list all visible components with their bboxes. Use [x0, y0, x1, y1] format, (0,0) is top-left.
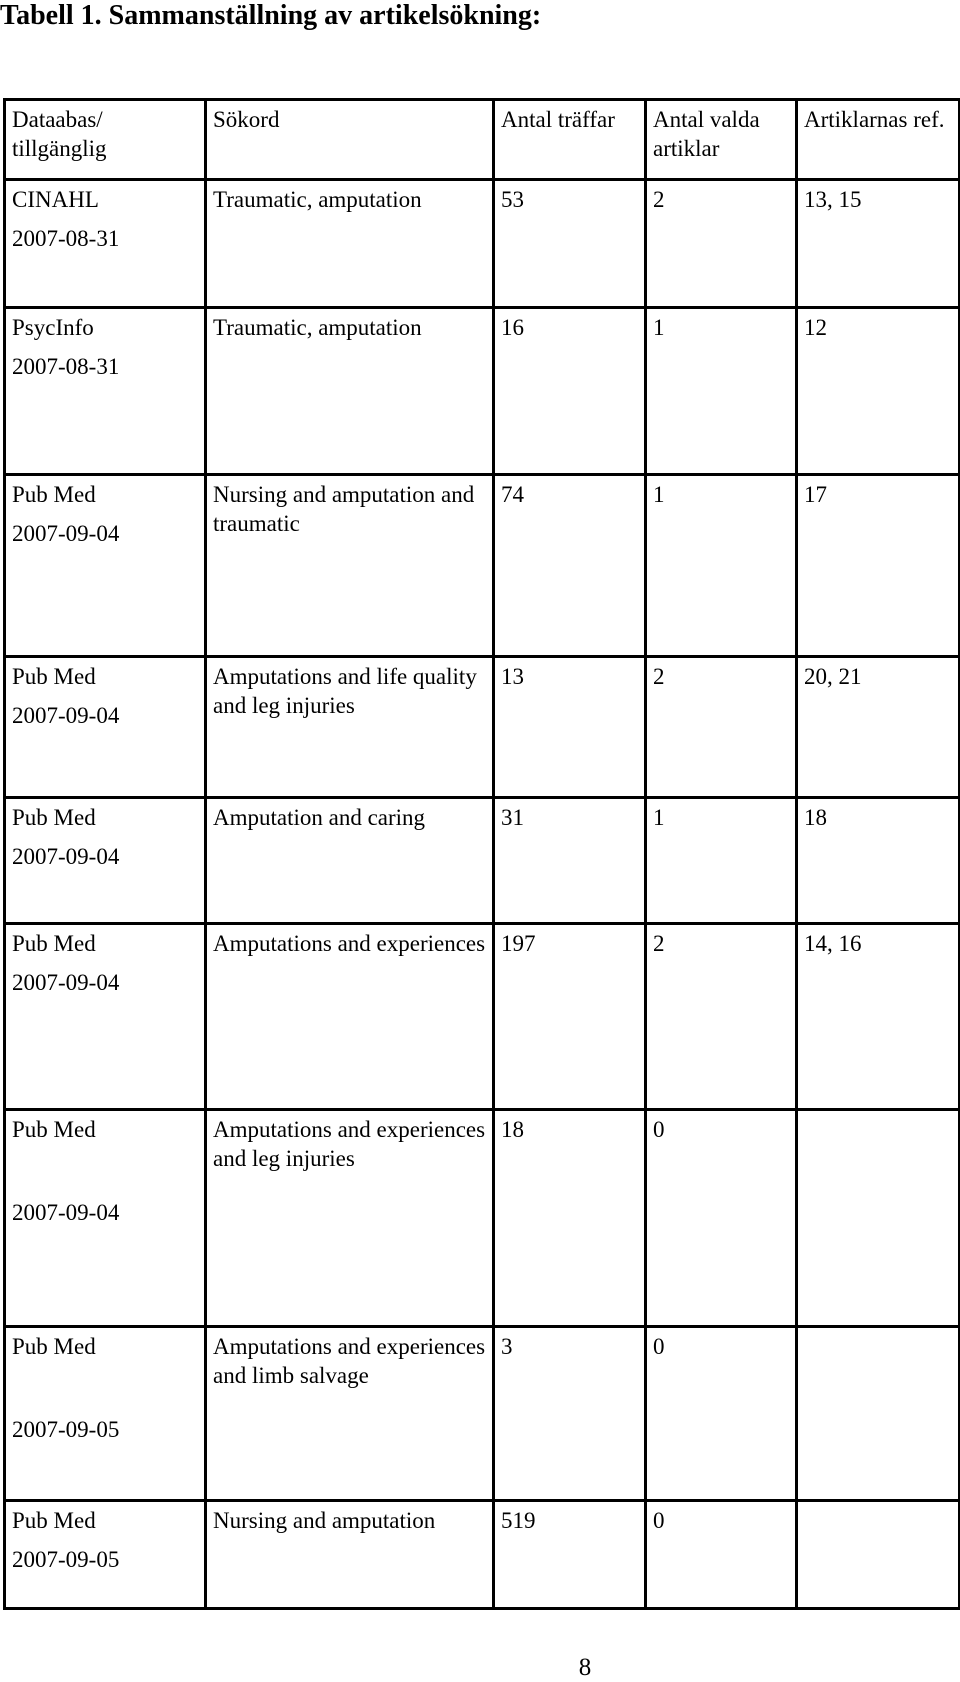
- header-selected-label: Antal valda artiklar: [653, 107, 760, 161]
- table-row: [5, 475, 960, 657]
- hits-cell: [494, 1501, 646, 1609]
- database-cell: [5, 1110, 206, 1327]
- database-cell: [5, 798, 206, 924]
- selected-cell: [646, 798, 797, 924]
- keywords-text: Nursing and amputation: [213, 1508, 436, 1533]
- keywords-text: Traumatic, amputation: [213, 187, 422, 212]
- database-name: Pub Med: [12, 1117, 96, 1142]
- selected-value: 2: [653, 664, 665, 689]
- keywords-text: Amputations and experiences and limb salvage: [213, 1334, 486, 1388]
- page-number: 8: [578, 1654, 592, 1681]
- search-date: 2007-08-31: [12, 354, 120, 379]
- table-row: [5, 1501, 960, 1609]
- selected-cell: [646, 475, 797, 657]
- refs-value: 20, 21: [804, 664, 862, 689]
- keywords-cell: [206, 308, 494, 475]
- header-hits: [494, 100, 646, 180]
- keywords-cell: [206, 924, 494, 1110]
- hits-cell: [494, 1110, 646, 1327]
- header-keywords: [206, 100, 494, 180]
- article-search-table: [3, 98, 960, 1610]
- database-name: Pub Med: [12, 1334, 96, 1359]
- selected-cell: [646, 1501, 797, 1609]
- hits-cell: [494, 924, 646, 1110]
- table-row: [5, 1327, 960, 1501]
- hits-value: 74: [501, 482, 524, 507]
- database-cell: [5, 180, 206, 308]
- refs-value: 13, 15: [804, 187, 862, 212]
- search-date: 2007-09-04: [12, 1200, 120, 1225]
- database-cell: [5, 1327, 206, 1501]
- header-selected: [646, 100, 797, 180]
- table-row: [5, 180, 960, 308]
- keywords-text: Nursing and amputation and traumatic: [213, 482, 475, 536]
- keywords-cell: [206, 475, 494, 657]
- header-database: [5, 100, 206, 180]
- refs-value: 12: [804, 315, 827, 340]
- table-header-row: [5, 100, 960, 180]
- keywords-cell: [206, 180, 494, 308]
- hits-cell: [494, 180, 646, 308]
- database-name: PsycInfo: [12, 315, 94, 340]
- database-cell: [5, 657, 206, 798]
- refs-value: 18: [804, 805, 827, 830]
- hits-cell: [494, 1327, 646, 1501]
- keywords-cell: [206, 1110, 494, 1327]
- selected-cell: [646, 180, 797, 308]
- hits-value: 53: [501, 187, 524, 212]
- refs-cell: [797, 1110, 960, 1327]
- selected-cell: [646, 1110, 797, 1327]
- selected-value: 0: [653, 1117, 665, 1142]
- database-name: Pub Med: [12, 1508, 96, 1533]
- header-database-label: Dataabas/ tillgänglig: [12, 107, 107, 161]
- refs-cell: [797, 308, 960, 475]
- database-cell: [5, 1501, 206, 1609]
- refs-cell: [797, 1327, 960, 1501]
- database-cell: [5, 924, 206, 1110]
- hits-value: 13: [501, 664, 524, 689]
- keywords-cell: [206, 1501, 494, 1609]
- header-refs: [797, 100, 960, 180]
- hits-value: 3: [501, 1334, 513, 1359]
- table-title: Tabell 1. Sammanställning av artikelsökning:: [0, 0, 542, 31]
- header-hits-label: Antal träffar: [501, 107, 615, 132]
- database-name: Pub Med: [12, 805, 96, 830]
- selected-value: 2: [653, 187, 665, 212]
- keywords-cell: [206, 798, 494, 924]
- header-refs-label: Artiklarnas ref.: [804, 107, 945, 132]
- database-name: Pub Med: [12, 931, 96, 956]
- hits-value: 197: [501, 931, 536, 956]
- table-row: [5, 308, 960, 475]
- database-cell: [5, 475, 206, 657]
- hits-cell: [494, 657, 646, 798]
- selected-cell: [646, 308, 797, 475]
- keywords-text: Amputations and life quality and leg injuries: [213, 664, 477, 718]
- selected-cell: [646, 1327, 797, 1501]
- hits-cell: [494, 798, 646, 924]
- keywords-text: Traumatic, amputation: [213, 315, 422, 340]
- refs-cell: [797, 180, 960, 308]
- refs-cell: [797, 657, 960, 798]
- selected-value: 1: [653, 315, 665, 340]
- refs-cell: [797, 1501, 960, 1609]
- selected-value: 2: [653, 931, 665, 956]
- refs-cell: [797, 924, 960, 1110]
- hits-cell: [494, 308, 646, 475]
- database-name: Pub Med: [12, 482, 96, 507]
- table-row: [5, 798, 960, 924]
- search-date: 2007-09-05: [12, 1547, 120, 1572]
- hits-value: 31: [501, 805, 524, 830]
- table-row: [5, 924, 960, 1110]
- refs-cell: [797, 798, 960, 924]
- table-row: [5, 1110, 960, 1327]
- search-date: 2007-09-04: [12, 703, 120, 728]
- search-date: 2007-09-05: [12, 1417, 120, 1442]
- hits-cell: [494, 475, 646, 657]
- refs-value: 14, 16: [804, 931, 862, 956]
- selected-cell: [646, 657, 797, 798]
- search-date: 2007-09-04: [12, 521, 120, 546]
- keywords-text: Amputation and caring: [213, 805, 426, 830]
- keywords-text: Amputations and experiences and leg injuries: [213, 1117, 486, 1171]
- keywords-cell: [206, 1327, 494, 1501]
- refs-cell: [797, 475, 960, 657]
- search-date: 2007-08-31: [12, 226, 120, 251]
- search-date: 2007-09-04: [12, 844, 120, 869]
- keywords-text: Amputations and experiences: [213, 931, 486, 956]
- database-cell: [5, 308, 206, 475]
- keywords-cell: [206, 657, 494, 798]
- hits-value: 519: [501, 1508, 536, 1533]
- selected-value: 1: [653, 805, 665, 830]
- search-date: 2007-09-04: [12, 970, 120, 995]
- refs-value: 17: [804, 482, 827, 507]
- hits-value: 16: [501, 315, 524, 340]
- selected-cell: [646, 924, 797, 1110]
- selected-value: 0: [653, 1334, 665, 1359]
- hits-value: 18: [501, 1117, 524, 1142]
- header-keywords-label: Sökord: [213, 107, 280, 132]
- database-name: Pub Med: [12, 664, 96, 689]
- database-name: CINAHL: [12, 187, 99, 212]
- selected-value: 0: [653, 1508, 665, 1533]
- table-row: [5, 657, 960, 798]
- selected-value: 1: [653, 482, 665, 507]
